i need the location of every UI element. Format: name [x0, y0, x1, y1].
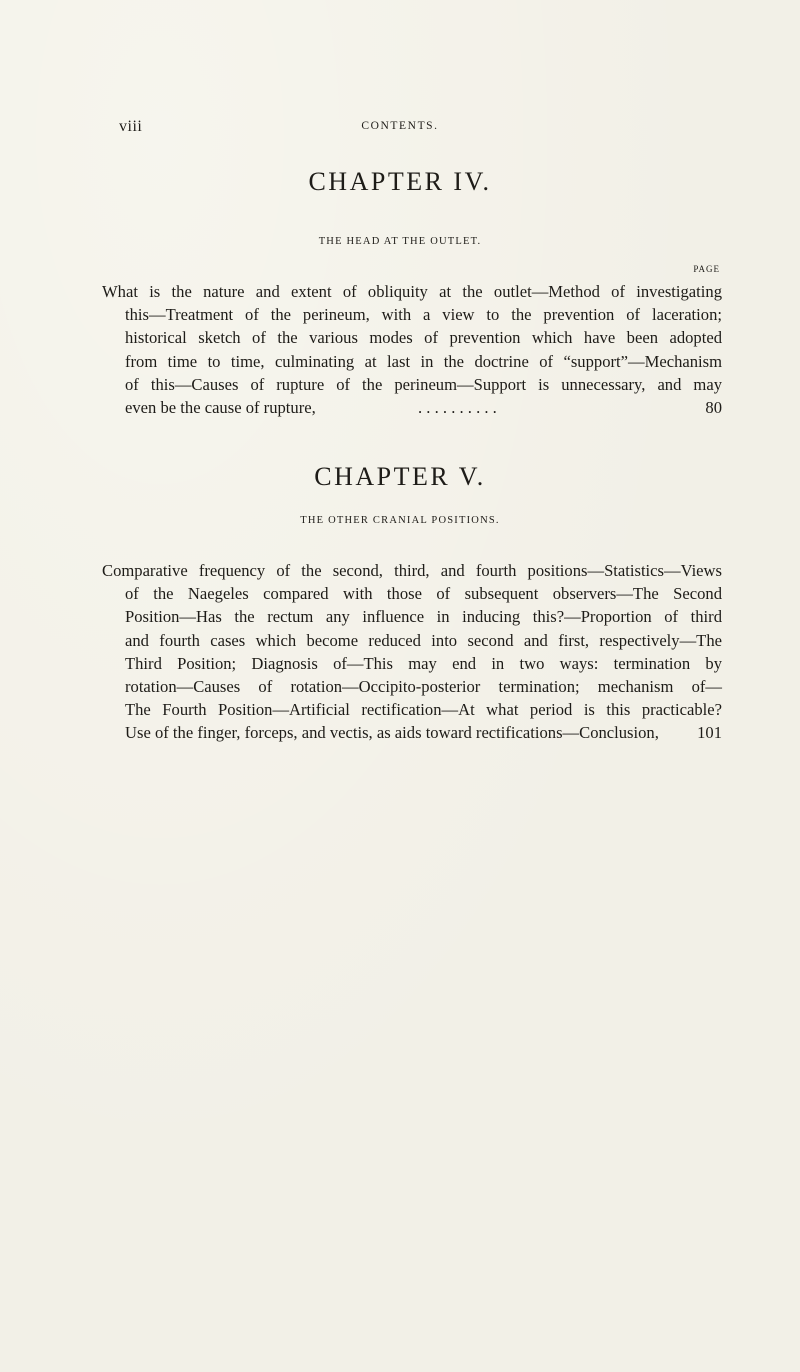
- running-head: [0, 118, 800, 140]
- entry-line: rotation—Causes of rotation—Occipito-posterior termination; mechanism of—: [125, 676, 722, 696]
- entry-line: of the Naegeles compared with those of subsequent observers—The Second: [125, 584, 722, 604]
- entry-line: What is the nature and extent of obliquity at the outlet—Method of investigating: [102, 282, 722, 301]
- dot-leader: . . . . . . . . . .: [418, 397, 497, 417]
- page-column-label: PAGE: [693, 264, 720, 274]
- running-title: CONTENTS.: [361, 120, 439, 132]
- entry-last-line: [102, 396, 722, 419]
- entry-line: even be the cause of rupture,: [125, 397, 316, 417]
- entry-line: this—Treatment of the perineum, with a view to the prevention of laceration;: [125, 305, 722, 325]
- chapter-heading: CHAPTER IV.: [308, 167, 492, 196]
- entry-line: The Fourth Position—Artificial rectification—At what period is this practicable?: [125, 700, 722, 720]
- page-number: 80: [705, 397, 722, 417]
- entry-line: Third Position; Diagnosis of—This may end in two ways: termination by: [125, 653, 722, 673]
- page-folio: viii: [119, 118, 143, 135]
- entry-line: and fourth cases which become reduced into second and first, respectively—The: [125, 630, 722, 650]
- entry-line: of this—Causes of rupture of the perineum—Support is unnecessary, and may: [125, 374, 722, 394]
- entry-line: from time to time, culminating at last in the doctrine of “support”—Mechanism: [125, 351, 722, 371]
- entry-line: Comparative frequency of the second, third, and fourth positions—Statistics—Views: [102, 561, 722, 580]
- chapter-subtitle: THE HEAD AT THE OUTLET.: [318, 236, 482, 247]
- chapter-subtitle: THE OTHER CRANIAL POSITIONS.: [300, 515, 500, 526]
- entry-line: Position—Has the rectum any influence in inducing this?—Proportion of third: [125, 607, 722, 627]
- entry-last-line: [102, 721, 722, 744]
- toc-entry: [102, 559, 722, 745]
- chapter-heading: CHAPTER V.: [314, 462, 486, 491]
- entry-line: historical sketch of the various modes of prevention which have been adopted: [125, 328, 722, 348]
- entry-line: Use of the finger, forceps, and vectis, as aids toward rectifications—Conclusion,: [125, 723, 659, 743]
- page-number: 101: [697, 723, 722, 743]
- toc-entry: [102, 280, 722, 419]
